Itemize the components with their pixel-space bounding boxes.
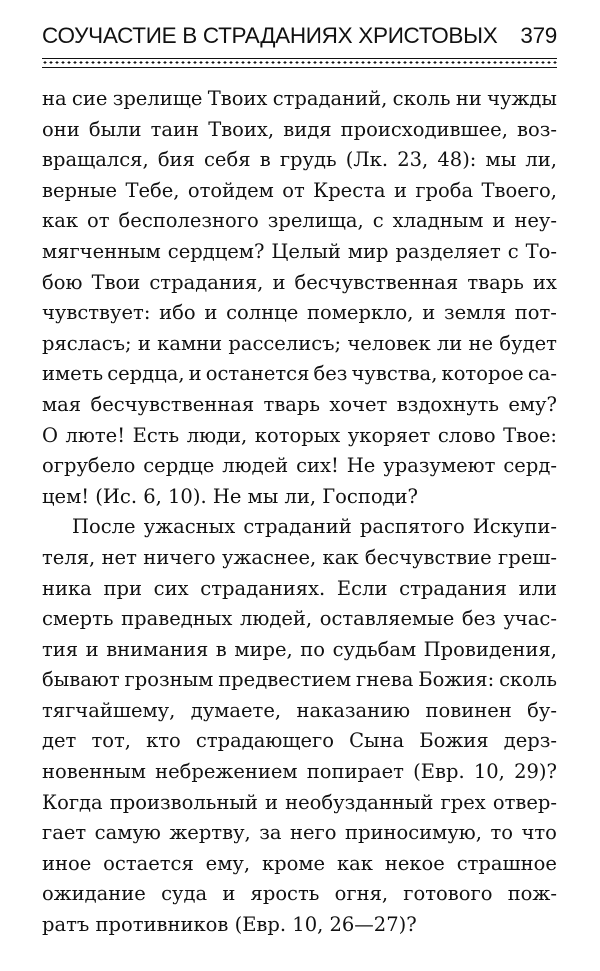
running-title: СОУЧАСТИЕ В СТРАДАНИЯХ ХРИСТОВЫХ: [42, 23, 498, 48]
text-line: иметь сердца, и останется без чувства, которое са-: [42, 362, 557, 386]
text-line: мая бесчувственная тварь хочет вздохнуть ему?: [42, 392, 557, 416]
text-line: как от бесполезного зрелища, с хладным и неу-: [42, 209, 557, 233]
page-number: 379: [520, 23, 557, 48]
text-line: Когда произвольный и необузданный грех отвер-: [42, 790, 557, 814]
text-line: бывают грозным предвестием гнева Божия: сколь: [42, 668, 557, 692]
text-line: они были таин Твоих, видя происходившее, воз-: [42, 117, 557, 141]
text-line: дет тот, кто страдающего Сына Божия дерз-: [42, 729, 557, 753]
text-line: цем! (Ис. 6, 10). Не мы ли, Господи?: [42, 484, 419, 508]
text-line: После ужасных страданий распятого Искупи-: [72, 515, 557, 539]
text-line: гает самую жертву, за него приносимую, то что: [42, 821, 557, 845]
text-line: ратъ противников (Евр. 10, 26—27)?: [42, 913, 417, 937]
ornamental-rule: [42, 58, 557, 68]
text-line: верные Тебе, отойдем от Креста и гроба Твоего,: [42, 178, 557, 202]
text-line: тягчайшему, думаете, наказанию повинен бу-: [42, 698, 557, 722]
text-line: огрубело сердце людей сих! Не уразумеют серд-: [42, 454, 557, 478]
paragraph: [42, 84, 557, 512]
body-text: [42, 84, 557, 941]
text-line: вращался, бия себя в грудь (Лк. 23, 48): мы ли,: [42, 148, 557, 172]
text-line: новенным небрежением попирает (Евр. 10, 29)?: [42, 760, 557, 784]
text-line: ожидание суда и ярость огня, готового пож-: [42, 882, 557, 906]
running-header: [42, 20, 557, 52]
text-line: чувствует: ибо и солнце померкло, и земля пот-: [42, 301, 557, 325]
text-line: мягченным сердцем? Целый мир разделяет с То-: [42, 239, 557, 263]
text-line: смерть праведных людей, оставляемые без учас-: [42, 607, 557, 631]
text-line: иное остается ему, кроме как некое страшное: [42, 851, 557, 875]
text-line: рясласъ; и камни расселисъ; человек ли не будет: [42, 331, 557, 355]
paragraph: [42, 512, 557, 940]
text-line: ника при сих страданиях. Если страдания или: [42, 576, 557, 600]
text-line: тия и внимания в мире, по судьбам Провидения,: [42, 637, 557, 661]
text-line: бою Твои страдания, и бесчувственная тварь их: [42, 270, 557, 294]
text-line: теля, нет ничего ужаснее, как бесчувствие греш-: [42, 545, 557, 569]
text-line: О люте! Есть люди, которых укоряет слово Твое:: [42, 423, 557, 447]
text-line: на сие зрелище Твоих страданий, сколь ни чужды: [42, 87, 557, 110]
